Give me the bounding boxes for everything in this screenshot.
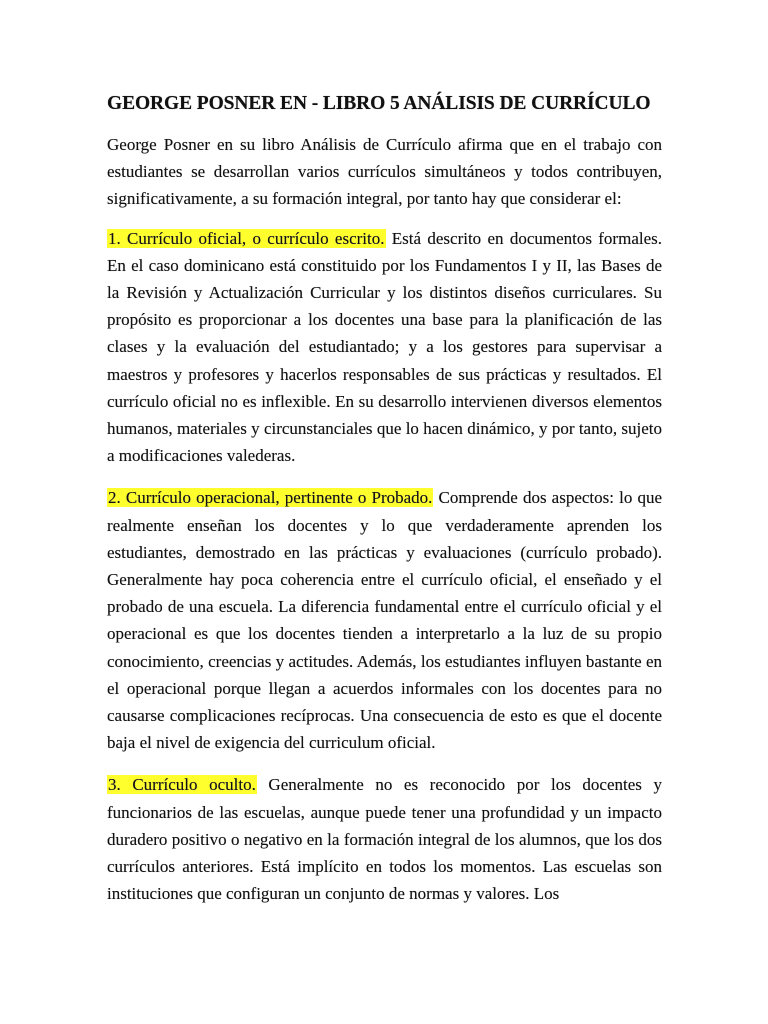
section-body-3: Generalmente no es reconocido por los docentes y funcionarios de las escuelas, aunque puede tener una profundidad y un impacto duradero positivo o negativo en la formación integral de los alumnos, que los dos currículos anteriores. Está implícito en todos los momentos. Las escuelas son instituciones que configuran un conjunto de normas y valores. Los <box>107 775 662 904</box>
section-paragraph-3 <box>107 771 662 907</box>
section-heading-2: 2. Currículo operacional, pertinente o Probado. <box>108 488 433 508</box>
section-body-1: Está descrito en documentos formales. En el caso dominicano está constituido por los Fundamentos I y II, las Bases de la Revisión y Actualización Curricular y los distintos diseños curriculares. Su propósito es proporcionar a los docentes una base para la planificación de las clases y la evaluación del estudiantado; y a los gestores para supervisar a maestros y profesores y hacerlos responsables de sus prácticas y resultados. El currículo oficial no es inflexible. En su desarrollo intervienen diversos elementos humanos, materiales y circunstanciales que lo hacen dinámico, y por tanto, sujeto a modificaciones valederas. <box>107 228 662 466</box>
document-page <box>107 88 662 907</box>
section-body-2: Comprende dos aspectos: lo que realmente enseñan los docentes y lo que verdaderamente aprenden los estudiantes, demostrado en las prácticas y evaluaciones (currículo probado). Generalmente hay poca coherencia entre el currículo oficial, el enseñado y el probado de una escuela. La diferencia fundamental entre el currículo oficial y el operacional es que los docentes tienden a interpretarlo a la luz de su propio conocimiento, creencias y actitudes. Además, los estudiantes influyen bastante en el operacional porque llegan a acuerdos informales con los docentes para no causarse complicaciones recíprocas. Una consecuencia de esto es que el docente baja el nivel de exigencia del curriculum oficial. <box>107 488 662 753</box>
intro-paragraph: George Posner en su libro Análisis de Currículo afirma que en el trabajo con estudiantes se desarrollan varios currículos simultáneos y todos contribuyen, significativamente, a su formación integral, por tanto hay que considerar el: <box>107 135 662 209</box>
section-heading-1: 1. Currículo oficial, o currículo escrito. <box>108 228 385 248</box>
document-title: GEORGE POSNER EN - LIBRO 5 ANÁLISIS DE CURRÍCULO <box>107 93 651 114</box>
section-paragraph-1 <box>107 225 662 470</box>
section-heading-3: 3. Currículo oculto. <box>108 775 256 795</box>
section-paragraph-2 <box>107 484 662 756</box>
